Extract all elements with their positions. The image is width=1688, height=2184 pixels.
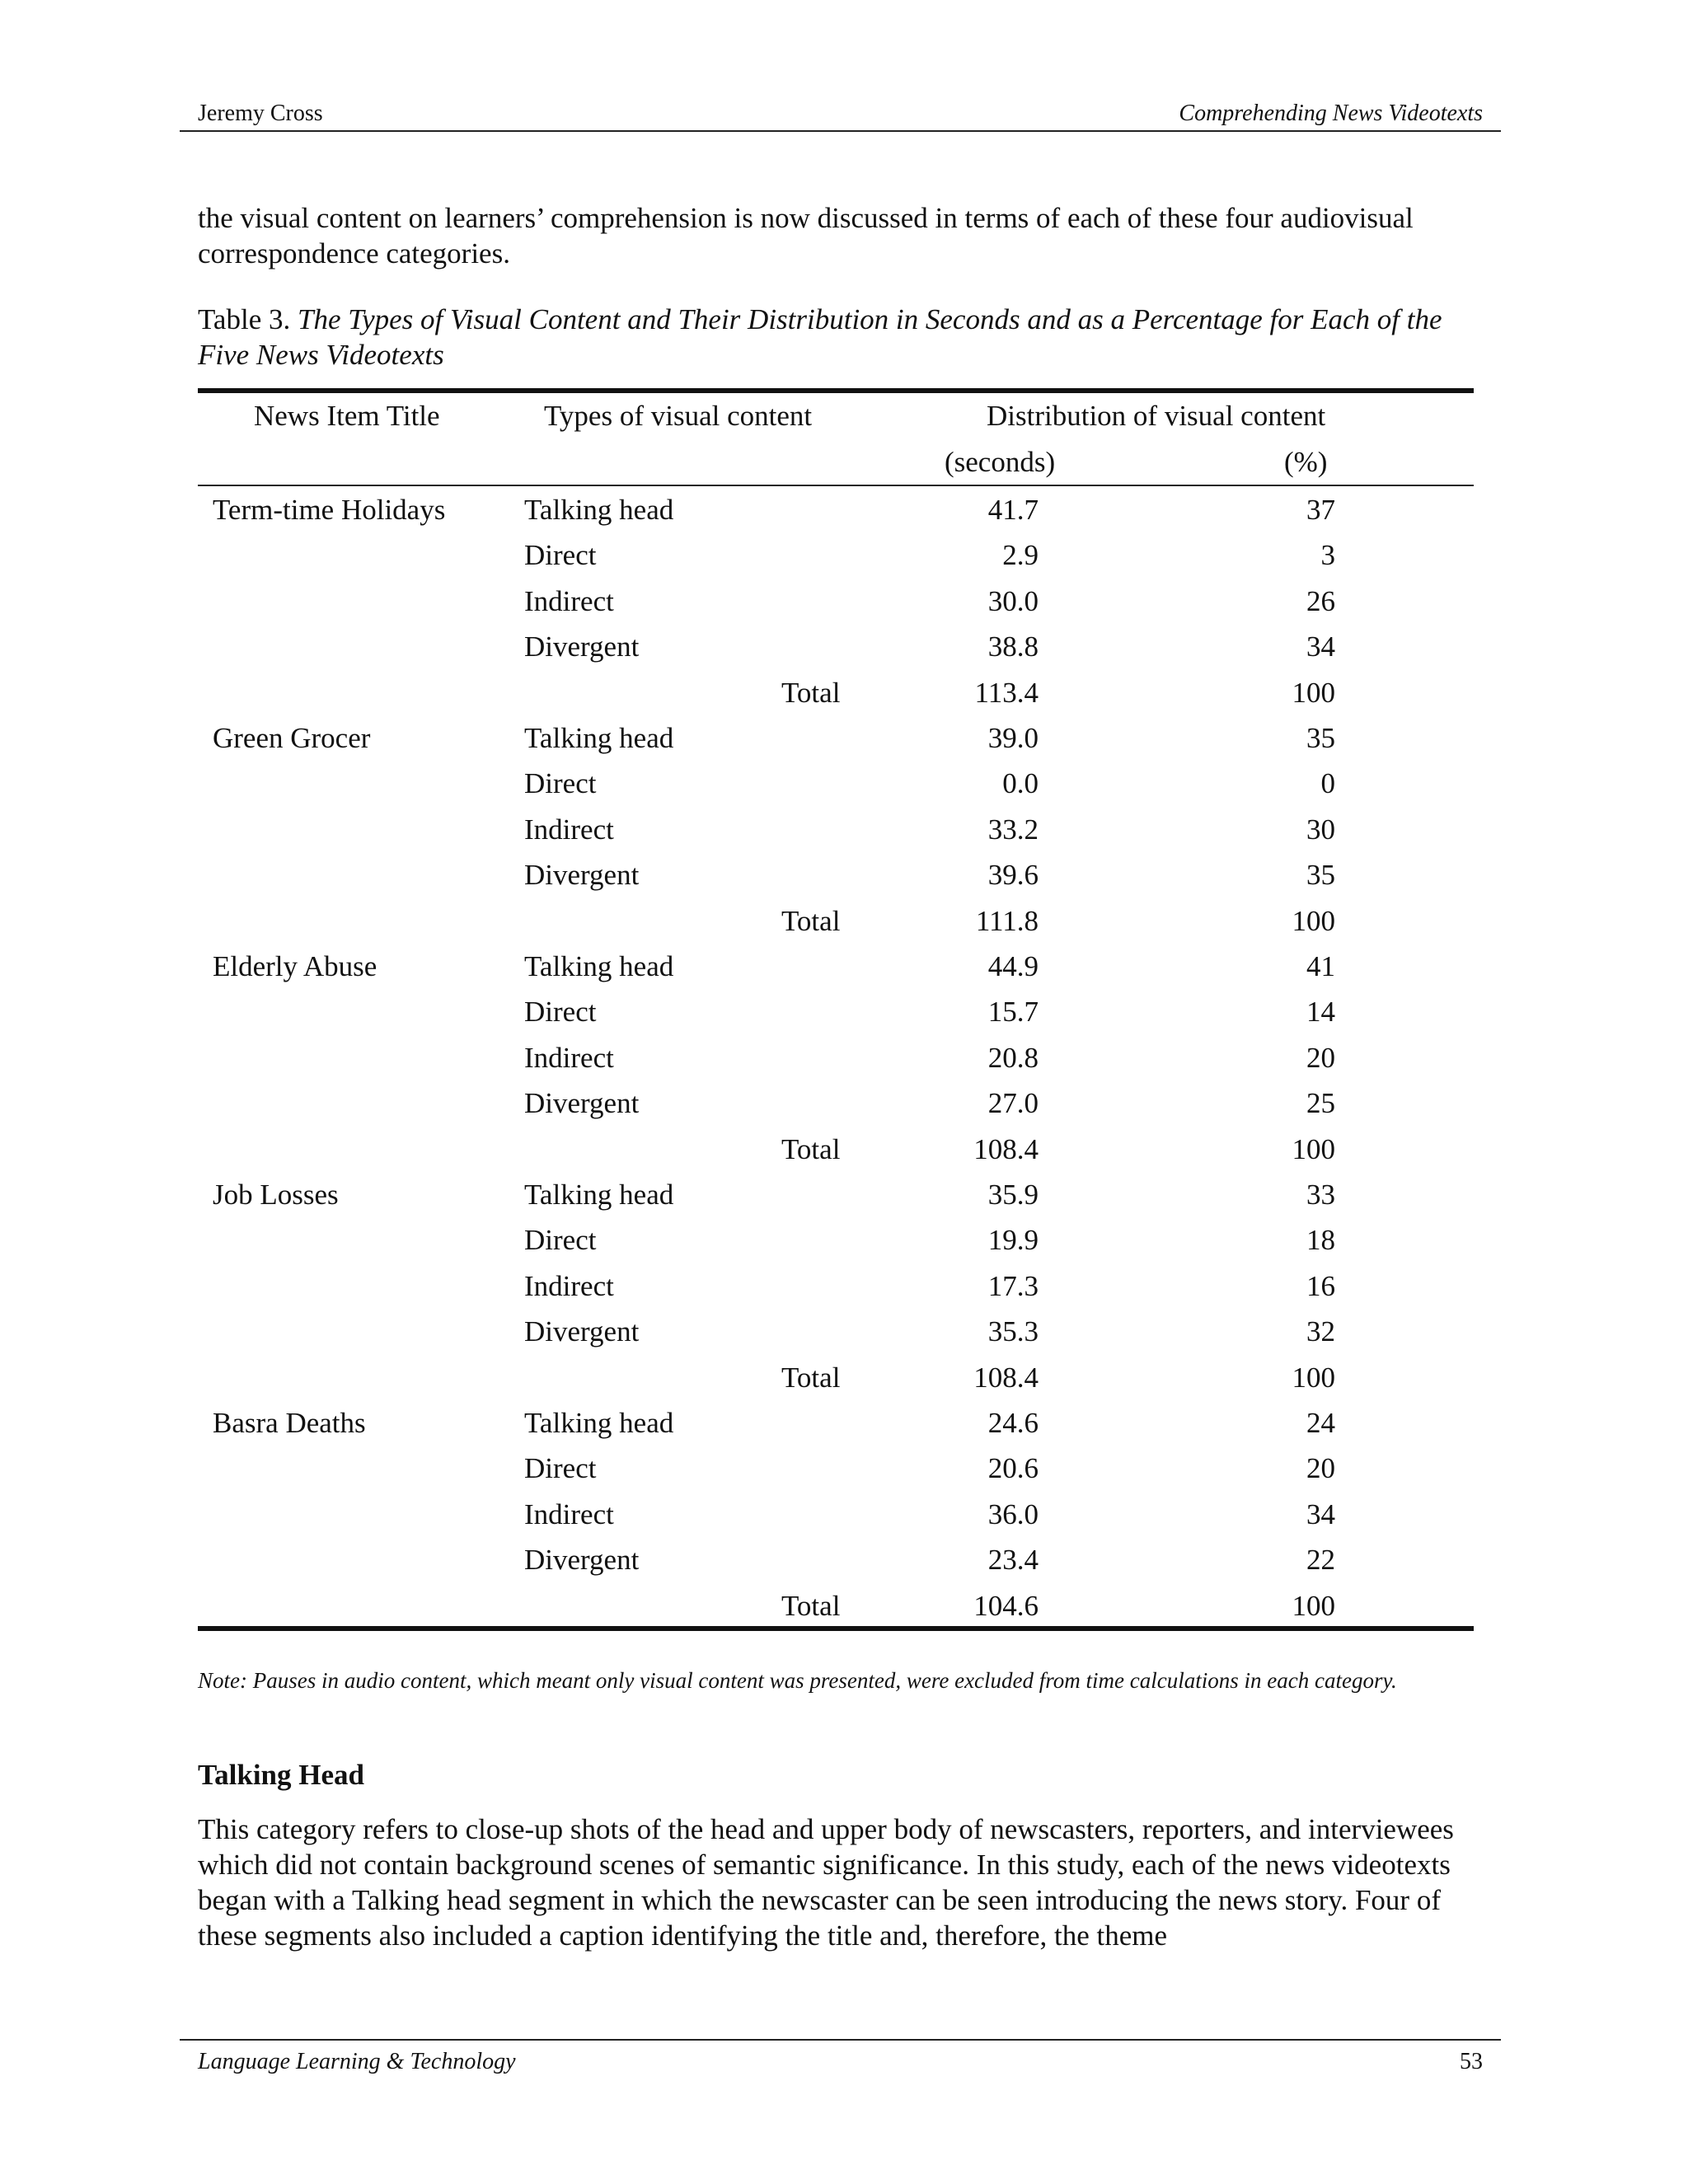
table-note: Note: Pauses in audio content, which meant only visual content was presented, were excluded from time calculations in each category. [198,1668,1397,1693]
visual-content-type: Divergent [524,1544,640,1577]
page-footer [180,2039,1501,2074]
visual-content-type: Talking head [524,494,674,526]
percent-value: 41 [1306,950,1335,982]
total-percent: 100 [1292,1132,1335,1165]
percent-value: 35 [1306,722,1335,754]
visual-content-type: Talking head [524,1179,674,1211]
total-label: Total [781,676,841,709]
table-title: The Types of Visual Content and Their Distribution in Seconds and as a Percentage for Each of the Five News Videotexts [198,303,1442,371]
visual-content-type: Indirect [524,1269,614,1302]
seconds-value: 24.6 [987,1407,1039,1439]
header-author: Jeremy Cross [198,101,323,126]
table-bottom-rule [198,1626,1474,1631]
total-percent: 100 [1292,676,1335,709]
percent-value: 34 [1306,1497,1335,1530]
seconds-value: 39.0 [987,722,1039,754]
header-running-title: Comprehending News Videotexts [1179,101,1483,126]
footer-journal: Language Learning & Technology [198,2049,516,2074]
total-label: Total [781,904,841,937]
seconds-value: 38.8 [987,630,1039,663]
footer-page-number: 53 [1460,2049,1483,2074]
news-item-title: Basra Deaths [213,1407,366,1439]
seconds-value: 23.4 [987,1544,1039,1577]
percent-value: 26 [1306,584,1335,617]
seconds-value: 27.0 [987,1087,1039,1120]
seconds-value: 41.7 [987,494,1039,526]
percent-value: 32 [1306,1315,1335,1348]
seconds-value: 17.3 [987,1269,1039,1302]
seconds-value: 30.0 [987,584,1039,617]
visual-content-type: Indirect [524,1041,614,1074]
percent-value: 24 [1306,1407,1335,1439]
news-item-title: Term-time Holidays [213,494,446,526]
news-item-title: Job Losses [213,1179,339,1211]
visual-content-type: Indirect [524,584,614,617]
section-heading: Talking Head [198,1759,364,1791]
visual-content-type: Direct [524,996,597,1029]
percent-value: 25 [1306,1087,1335,1120]
seconds-value: 20.6 [987,1452,1039,1485]
seconds-value: 44.9 [987,950,1039,982]
percent-value: 30 [1306,813,1335,846]
seconds-value: 0.0 [1002,767,1039,800]
total-seconds: 104.6 [973,1589,1039,1622]
visual-content-type: Divergent [524,859,640,892]
total-seconds: 108.4 [973,1132,1039,1165]
col-header-seconds: (seconds) [945,446,1056,478]
visual-content-type: Direct [524,1452,597,1485]
percent-value: 20 [1306,1452,1335,1485]
percent-value: 34 [1306,630,1335,663]
seconds-value: 35.3 [987,1315,1039,1348]
visual-content-type: Divergent [524,630,640,663]
seconds-value: 19.9 [987,1224,1039,1257]
seconds-value: 15.7 [987,996,1039,1029]
visual-content-type: Indirect [524,813,614,846]
total-label: Total [781,1589,841,1622]
visual-content-type: Direct [524,767,597,800]
page-header [180,97,1501,132]
total-seconds: 111.8 [975,904,1039,937]
intro-paragraph: the visual content on learners’ comprehension is now discussed in terms of each of these four audiovisual correspondence categories. [198,202,1414,269]
total-seconds: 108.4 [973,1361,1039,1394]
table-top-rule [198,388,1474,393]
percent-value: 33 [1306,1179,1335,1211]
visual-content-type: Talking head [524,1407,674,1439]
visual-content-type: Talking head [524,722,674,754]
total-seconds: 113.4 [974,676,1039,709]
visual-content-type: Talking head [524,950,674,982]
col-header-news-item: News Item Title [254,400,440,432]
col-header-percent: (%) [1284,446,1328,478]
seconds-value: 39.6 [987,859,1039,892]
percent-value: 35 [1306,859,1335,892]
table-header-rule [198,485,1474,486]
table-label: Table 3. [198,303,291,335]
table-caption [198,302,1492,373]
visual-content-type: Indirect [524,1497,614,1530]
news-item-title: Elderly Abuse [213,950,377,982]
percent-value: 18 [1306,1224,1335,1257]
seconds-value: 33.2 [987,813,1039,846]
total-label: Total [781,1361,841,1394]
seconds-value: 20.8 [987,1041,1039,1074]
total-label: Total [781,1132,841,1165]
section-paragraph: This category refers to close-up shots of the head and upper body of newscasters, reporters, and interviewees which did not contain background scenes of semantic significance. In this study, each of the news videotexts began with a Talking head segment in which the newscaster can be seen introducing the news story. Four of these segments also included a caption identifying the title and, therefore, the theme [198,1813,1454,1952]
visual-content-type: Divergent [524,1087,640,1120]
percent-value: 0 [1320,767,1335,800]
percent-value: 22 [1306,1544,1335,1577]
visual-content-type: Direct [524,539,597,572]
seconds-value: 2.9 [1002,539,1039,572]
percent-value: 16 [1306,1269,1335,1302]
col-header-distribution: Distribution of visual content [987,400,1326,432]
percent-value: 37 [1306,494,1335,526]
seconds-value: 35.9 [987,1179,1039,1211]
visual-content-type: Divergent [524,1315,640,1348]
total-percent: 100 [1292,904,1335,937]
percent-value: 20 [1306,1041,1335,1074]
col-header-types: Types of visual content [544,400,813,432]
percent-value: 3 [1320,539,1335,572]
total-percent: 100 [1292,1589,1335,1622]
total-percent: 100 [1292,1361,1335,1394]
seconds-value: 36.0 [987,1497,1039,1530]
percent-value: 14 [1306,996,1335,1029]
news-item-title: Green Grocer [213,722,371,754]
visual-content-type: Direct [524,1224,597,1257]
